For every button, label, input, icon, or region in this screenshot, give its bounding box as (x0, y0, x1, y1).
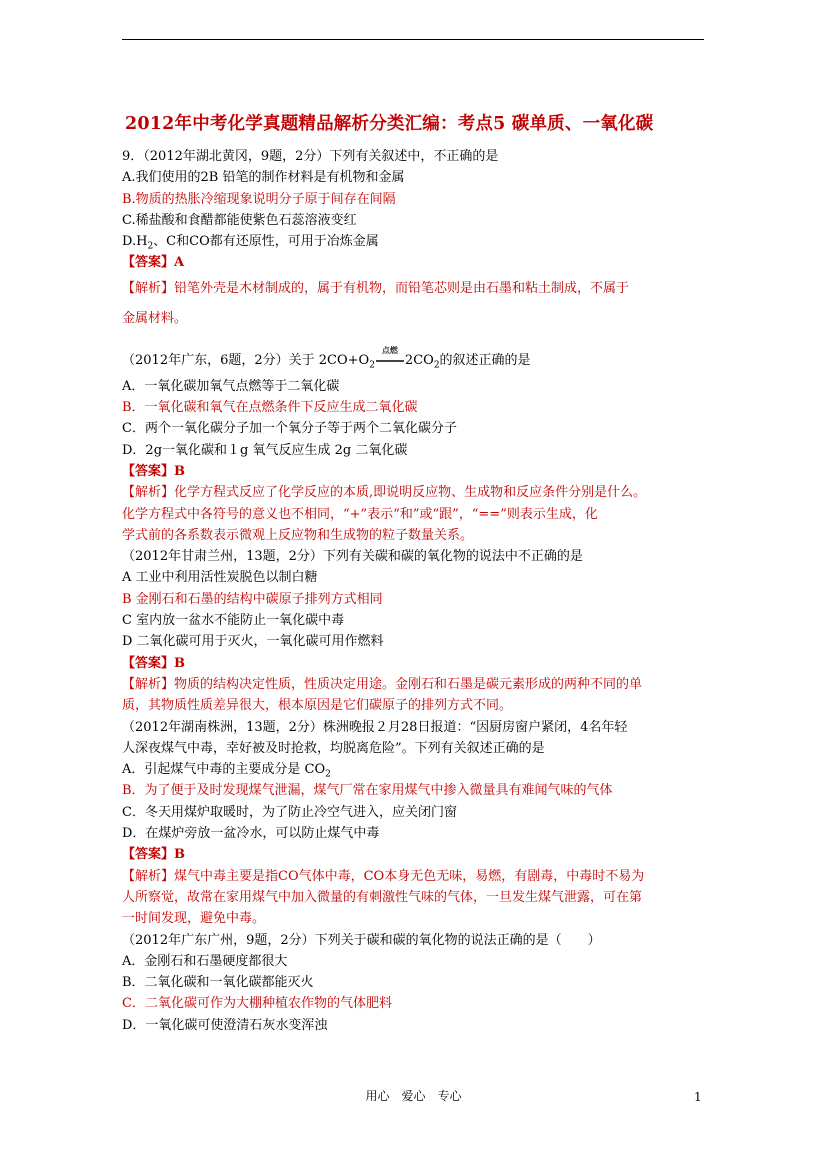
q5-option-b: B．二氧化碳和一氧化碳都能灭火 (122, 975, 314, 991)
q4-explanation-line2: 人所察觉，故常在家用煤气中加入微量的有刺激性气味的气体，一旦发生煤气泄露，可在第 (122, 889, 643, 905)
q2-stem-sub1: 2 (369, 360, 375, 371)
document-body (122, 146, 706, 1036)
q4-stem-line2: 人深夜煤气中毒，幸好被及时抢救，均脱离危险”。下列有关叙述正确的是 (122, 740, 545, 756)
q2-option-b: B．一氧化碳和氧气在点燃条件下反应生成二氧化碳 (122, 400, 418, 416)
q1-option-d (122, 231, 706, 252)
q3-stem: （2012年甘肃兰州，13题，2分）下列有关碳和碳的氧化物的说法中不正确的是 (122, 549, 583, 565)
q2-option-c: C．两个一氧化碳分子加一个氧分子等于两个二氧化碳分子 (122, 421, 457, 437)
q2-answer: 【答案】B (122, 463, 185, 479)
reaction-condition-label: 点燃 (381, 345, 398, 356)
q1-answer: 【答案】A (122, 255, 185, 271)
q3-explanation-line1: 【解析】物质的结构决定性质，性质决定用途。金刚石和石墨是碳元素形成的两种不同的单 (122, 676, 643, 692)
q3-option-c: C 室内放一盆水不能防止一氧化碳中毒 (122, 613, 345, 629)
q5-option-c: C．二氧化碳可作为大棚种植农作物的气体肥料 (122, 996, 392, 1012)
q1-explanation-line2: 金属材料。 (122, 310, 188, 326)
q2-stem-mid: 2CO (404, 352, 434, 368)
q2-explanation-line1: 【解析】化学方程式反应了化学反应的本质,即说明反应物、生成物和反应条件分别是什么。 (122, 485, 647, 501)
q3-explanation-line2: 质，其物质性质差异很大，根本原因是它们碳原子的排列方式不同。 (122, 698, 513, 714)
q2-explanation-line2: 化学方程式中各符号的意义也不相同，“+”表示“和”或“跟”，“==”则表示生成，化 (122, 506, 598, 522)
q4-explanation-line3: 一时间发现，避免中毒。 (122, 911, 266, 927)
q1-option-c: C.稀盐酸和食醋都能使紫色石蕊溶液变红 (122, 212, 357, 228)
q2-option-a: A．一氧化碳加氧气点燃等于二氧化碳 (122, 378, 340, 394)
q4-option-a (122, 759, 706, 780)
page-footer: 用心 爱心 专心 (365, 1089, 462, 1103)
q5-option-a: A．金刚石和石墨硬度都很大 (122, 953, 288, 969)
q5-stem: （2012年广东广州，9题，2分）下列关于碳和碳的氧化物的说法正确的是（ ） (122, 932, 601, 948)
q2-stem-post: 的叙述正确的是 (439, 352, 531, 368)
q4-option-a-sub: 2 (325, 769, 331, 780)
q4-option-d: D．在煤炉旁放一盆冷水，可以防止煤气中毒 (122, 826, 380, 842)
q4-answer: 【答案】B (122, 847, 185, 863)
q1-option-d-post: 、C和CO都有还原性，可用于冶炼金属 (153, 234, 379, 250)
q2-explanation-line3: 学式前的各系数表示微观上反应物和生成物的粒子数量关系。 (122, 527, 474, 543)
q3-answer: 【答案】B (122, 655, 185, 671)
q4-option-c: C．冬天用煤炉取暖时，为了防止冷空气进入，应关闭门窗 (122, 804, 457, 820)
header-rule (122, 39, 704, 40)
q3-option-d: D 二氧化碳可用于灭火，一氧化碳可用作燃料 (122, 634, 384, 650)
q1-option-b: B.物质的热胀冷缩现象说明分子原于间存在间隔 (122, 191, 396, 207)
q1-explanation-line1: 【解析】铅笔外壳是木材制成的，属于有机物，而铅笔芯则是由石墨和粘土制成，不属于 (122, 280, 630, 296)
q1-option-a: A.我们使用的2B 铅笔的制作材料是有机物和金属 (122, 170, 405, 186)
q2-option-d: D．2g一氧化碳和１g 氧气反应生成 2g 二氧化碳 (122, 442, 408, 458)
q4-option-a-pre: A．引起煤气中毒的主要成分是 CO (122, 762, 326, 778)
q3-option-b: B 金刚石和石墨的结构中碳原子排列方式相同 (122, 591, 383, 607)
q4-option-b: B．为了便于及时发现煤气泄漏，煤气厂常在家用煤气中掺入微量具有难闻气味的气体 (122, 783, 613, 799)
q2-stem-pre: （2012年广东，6题，2分）关于 2CO+O (122, 352, 370, 368)
q2-stem (122, 346, 706, 376)
q4-stem-line1: （2012年湖南株洲，13题，2分）株洲晚报２月28日报道：“因厨房窗户紧闭，4名年轻 (122, 719, 628, 735)
q2-stem-sub2: 2 (433, 360, 440, 371)
page-number: 1 (694, 1090, 702, 1104)
q1-option-d-pre: D.H (122, 234, 148, 250)
q1-stem: 9．（2012年湖北黄冈，9题，2分）下列有关叙述中，不正确的是 (122, 149, 499, 164)
q3-option-a: A 工业中利用活性炭脱色以制白糖 (122, 570, 318, 586)
reaction-arrow-icon (376, 345, 404, 367)
q5-option-d: D．一氧化碳可使澄清石灰水变浑浊 (122, 1017, 328, 1033)
q1-option-d-sub: 2 (147, 241, 154, 252)
q4-explanation-line1: 【解析】煤气中毒主要是指CO气体中毒，CO本身无色无味，易燃，有剧毒，中毒时不易为 (122, 868, 645, 884)
page-title: 2012年中考化学真题精品解析分类汇编：考点5 碳单质、一氧化碳 (125, 114, 654, 134)
